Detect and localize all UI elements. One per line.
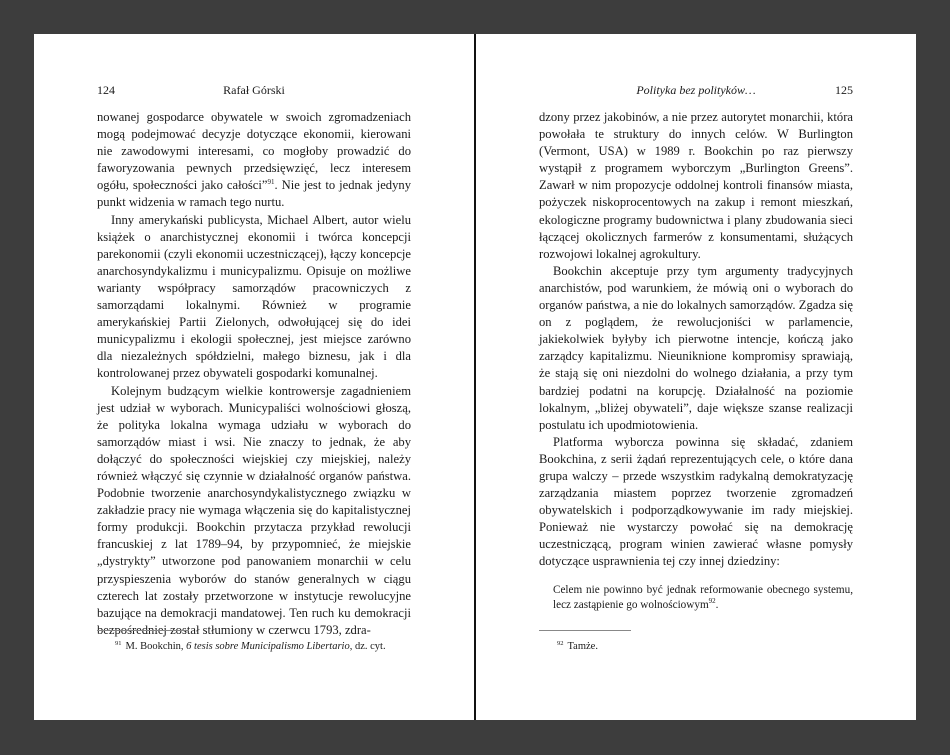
page-number-right: 125 [835, 83, 853, 97]
footnote-reference: , dz. cyt. [349, 641, 386, 652]
right-page [476, 34, 916, 720]
running-head-author: Rafał Górski [223, 83, 285, 97]
block-quote-tail: . [715, 599, 719, 612]
footnote-rule-right [539, 630, 631, 631]
footnote-92 [539, 637, 853, 654]
left-page [34, 34, 474, 720]
block-quote-text: Celem nie powinno być jednak reformowanie obecnego systemu, lecz zastąpienie go wolnościowym [553, 583, 853, 612]
left-paragraph-1-text: nowanej gospodarce obywatele w swoich zgromadzeniach mogą podejmować decyzje dotyczące ekonomii, kierowani nie zawodowymi interesami, co mogłoby prowadzić do faworyzowania pewnych przedsięwzięć, lecz interesem ogółu, społeczności jako całości” [97, 110, 411, 193]
footnote-work-title: 6 tesis sobre Municipalismo Libertario [186, 641, 350, 652]
left-paragraph-3: Kolejnym budzącym wielkie kontrowersje zagadnieniem jest udział w wyborach. Municypaliści wolnościowi głoszą, że polityka lokalna wymaga udziału w wyborach do samorządów miast i wsi. Nie znaczy to jednak, że aby dołączyć do społeczności wiejskiej czy miejskiej, należy również włączyć się czynnie w działalność organów państwa. Podobnie tworzenie anarchosyndykalistycznego związku w zakładzie pracy nie wymaga włączenia się do kapitalistycznej formy produkcji. Bookchin przytacza przykład rewolucji francuskiej z lat 1789–94, by przypomnieć, że miejskie „dystrykty” utworzone pod panowaniem monarchii w celu przyspieszenia wyborów do stanów generalnych w ciągu czterech lat zostały przetworzone w instytucje rewolucyjne bazujące na demokracji mandatowej. Ten ruch ku demokracji bezpośredniej został stłumiony w czerwcu 1793, zdra- [97, 383, 411, 637]
left-paragraph-1 [97, 109, 411, 212]
right-paragraph-1: dzony przez jakobinów, a nie przez autorytet monarchii, która powołała te struktury do innych celów. W Burlington (Vermont, USA) w 1989 r. Bookchin po raz pierwszy wystąpił z programem wyborczym „Burlington Greens”. Zawarł w nim propozycje oddolnej kontroli finansów miasta, pożyczek niskoprocentowych na zakup i remont mieszkań, ekologiczne programy budownictwa i plany zbudowania sieci łączącej okolicznych farmerów z konsumentami, służących rozwojowi lokalnej agrokultury. [539, 110, 853, 261]
running-head-book-title: Polityka bez polityków… [636, 83, 756, 97]
left-paragraph-2: Inny amerykański publicysta, Michael Albert, autor wielu książek o anarchistycznej ekonomii i twórca koncepcji parekonomii (czyli ekonomii uczestniczącej), łączy koncepcje anarchosyndykalizmu i municypalizmu. Opisuje on możliwe warianty współpracy samorządów pracowniczych z samorządami lokalnymi. Również w programie amerykańskiej Partii Zielonych, odwołującej się do idei municypalizmu i ekologii społecznej, jest miejsce zarówno dla niezależnych spółdzielni, małego biznesu, jak i dla kontrolowanej przez obywateli gospodarki komunalnej. [97, 212, 411, 381]
running-head-left [97, 82, 411, 98]
block-quote [553, 583, 853, 614]
page-number-left: 124 [97, 83, 115, 97]
right-paragraph-3: Platforma wyborcza powinna się składać, zdaniem Bookchina, z serii żądań reprezentujących cele, o które dana grupa walczy – przede wszystkim radykalną demokratyzację zarządzania miastem poprzez tworzenie zgromadzeń obywatelskich i podporządkowywanie im rady miejskiej. Ponieważ nie wystarczy powołać się na demokrację uczestniczącą, program winien zawierać własne pomysły dotyczące usprawnienia tej czy innej dziedziny: [539, 434, 853, 569]
footnote-ref-92: 92 [708, 597, 716, 606]
footnote-text: Tamże. [567, 641, 598, 652]
running-head-right [539, 82, 853, 98]
left-paragraph-1-tail: . Nie jest to jednak jedyny punkt widzenia w ramach tego nurtu. [97, 178, 411, 210]
footnote-rule-left [97, 630, 189, 631]
footnote-ref-91: 91 [267, 178, 275, 187]
footnote-number: 91 [115, 640, 122, 647]
right-paragraph-2: Bookchin akceptuje przy tym argumenty tradycyjnych anarchistów, pod warunkiem, że mówią oni o wyborach do organów państwa, a nie do lokalnych samorządów. Zgadza się on z poglądem, że rewolucjoniści w parlamencie, jakiekolwiek byłyby ich pierwotne intencje, kończą jako zarządcy kapitalizmu. Nieuniknione kompromisy sprawiają, że stają się oni niezdolni do wolnego działania, a przy tym bardziej podatni na korupcję. Działalność na poziomie lokalnym, „bliżej obywateli”, daje większe szanse realizacji postulatu ich upodmiotowienia. [539, 263, 853, 432]
footnote-number: 92 [557, 640, 564, 647]
right-body-text [539, 109, 853, 614]
footnote-author: M. Bookchin, [125, 641, 184, 652]
footnote-91 [97, 637, 411, 654]
left-body-text [97, 109, 411, 639]
